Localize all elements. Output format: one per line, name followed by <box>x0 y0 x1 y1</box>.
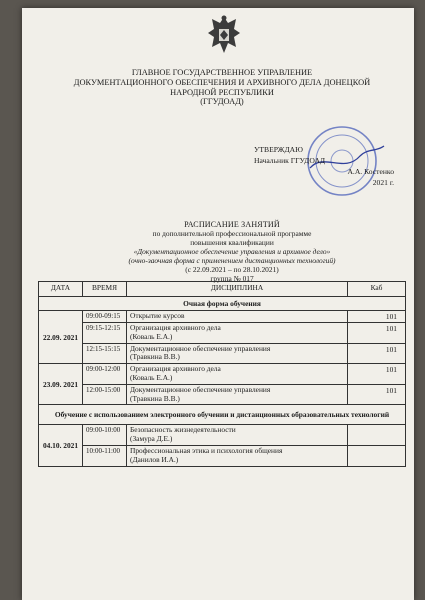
discipline-name: Документационное обеспечение управления <box>130 343 271 353</box>
schedule-line-2: повышения квалификации <box>190 238 274 247</box>
header-time: ВРЕМЯ <box>83 282 127 297</box>
time-cell: 09:15-12:15 <box>83 323 127 344</box>
study-form: (очно-заочная форма с применением дистанционных технологий) <box>128 256 336 265</box>
header-date: ДАТА <box>39 282 83 297</box>
org-line-2: ДОКУМЕНТАЦИОННОГО ОБЕСПЕЧЕНИЯ И АРХИВНОГО ДЕЛА ДОНЕЦКОЙ <box>73 77 371 87</box>
table-row <box>39 364 406 385</box>
coat-of-arms-emblem <box>204 8 244 66</box>
discipline-name: Документационное обеспечение управления <box>130 384 271 394</box>
cabinet-cell: 101 <box>348 364 406 385</box>
table-row <box>39 425 406 446</box>
discipline-name: Безопасность жизнедеятельности <box>130 425 236 435</box>
date-cell: 22.09. 2021 <box>39 311 83 364</box>
approval-position: Начальник ГГУДОАД <box>254 156 326 165</box>
table-row <box>39 445 406 466</box>
section-row-fulltime <box>39 297 406 311</box>
table-row <box>39 323 406 344</box>
discipline-cell <box>127 445 348 466</box>
time-cell: 09:00-09:15 <box>83 311 127 323</box>
time-cell: 10:00-11:00 <box>83 445 127 466</box>
date-cell: 23.09. 2021 <box>39 364 83 405</box>
organization-header <box>62 68 382 107</box>
section-row-distance <box>39 405 406 425</box>
discipline-cell <box>127 311 348 323</box>
cabinet-cell: 101 <box>348 343 406 364</box>
schedule-title: РАСПИСАНИЕ ЗАНЯТИЙ <box>184 220 280 229</box>
discipline-cell <box>127 323 348 344</box>
cabinet-cell <box>348 445 406 466</box>
header-discipline: ДИСЦИПЛИНА <box>127 282 348 297</box>
date-cell: 04.10. 2021 <box>39 425 83 466</box>
schedule-heading <box>52 220 412 283</box>
table-header-row <box>39 282 406 297</box>
org-line-4: (ГГУДОАД) <box>200 97 244 107</box>
approval-date: 2021 г. <box>372 178 394 187</box>
table-row <box>39 311 406 323</box>
teacher-name: (Данилов И.А.) <box>130 454 179 464</box>
teacher-name: (Коваль Е.А.) <box>130 331 173 341</box>
approval-block <box>254 144 394 188</box>
time-cell: 09:00-12:00 <box>83 364 127 385</box>
approval-signatory: А.А. Костенко <box>347 167 394 176</box>
time-cell: 12:15-15:15 <box>83 343 127 364</box>
cabinet-cell: 101 <box>348 311 406 323</box>
section-title: Очная форма обучения <box>39 297 406 311</box>
time-cell: 12:00-15:00 <box>83 384 127 405</box>
section-title: Обучение с использованием электронного обучении и дистанционных образовательных технологий <box>39 405 406 425</box>
teacher-name: (Травкина В.В.) <box>130 352 180 362</box>
discipline-name: Профессиональная этика и психология общения <box>130 445 283 455</box>
discipline-name: Организация архивного дела <box>130 364 221 374</box>
discipline-cell <box>127 425 348 446</box>
teacher-name: (Замура Д.Е.) <box>130 434 173 444</box>
table-row <box>39 343 406 364</box>
header-cabinet: Каб <box>348 282 406 297</box>
cabinet-cell: 101 <box>348 384 406 405</box>
program-name: «Документационное обеспечение управления и архивное дело» <box>133 247 331 256</box>
group-number: группа № 017 <box>210 274 254 283</box>
schedule-line-1: по дополнительной профессиональной программе <box>152 229 312 238</box>
discipline-name: Организация архивного дела <box>130 323 221 332</box>
table-row <box>39 384 406 405</box>
discipline-cell <box>127 364 348 385</box>
discipline-name: Открытие курсов <box>130 311 185 321</box>
teacher-name: (Травкина В.В.) <box>130 393 180 403</box>
time-cell: 09:00-10:00 <box>83 425 127 446</box>
teacher-name: (Коваль Е.А.) <box>130 372 173 382</box>
discipline-cell <box>127 343 348 364</box>
discipline-cell <box>127 384 348 405</box>
org-line-1: ГЛАВНОЕ ГОСУДАРСТВЕННОЕ УПРАВЛЕНИЕ <box>131 68 313 77</box>
cabinet-cell <box>348 425 406 446</box>
approval-title: УТВЕРЖДАЮ <box>254 145 303 154</box>
study-period: (с 22.09.2021 – по 28.10.2021) <box>185 265 279 274</box>
schedule-table <box>38 281 406 467</box>
org-line-3: НАРОДНОЙ РЕСПУБЛИКИ <box>170 87 274 97</box>
cabinet-cell: 101 <box>348 323 406 344</box>
